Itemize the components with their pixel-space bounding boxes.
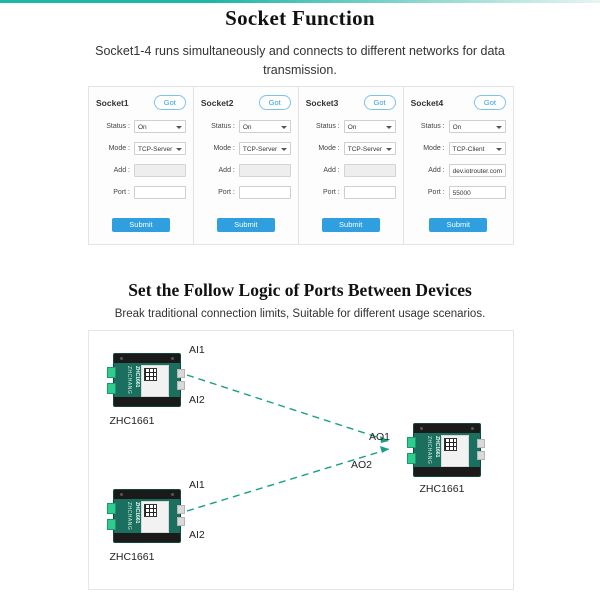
socket2-header [201,95,291,110]
socket4-port-label: Port : [427,189,445,196]
socket3-port-label: Port : [323,189,340,196]
socket1-submit-button[interactable]: Submit [112,218,170,232]
socket3-mode-label: Mode : [318,145,340,152]
terminal-icon [177,517,185,526]
socket2-submit-button[interactable]: Submit [217,218,275,232]
socket-list [89,87,513,244]
device-source-2-model: ZHC1661 [134,502,140,524]
device-source-1 [107,353,185,405]
screw-icon [420,427,423,430]
socket4-port-input[interactable]: 55000 [449,186,506,199]
socket2-add-row [201,162,291,179]
terminal-icon [107,367,116,378]
socket1-port-input[interactable] [134,186,186,199]
socket4-add-input[interactable]: dev.iotrouter.com [449,164,506,177]
socket4-add-label: Add : [428,167,445,174]
socket2-status-select[interactable]: On [239,120,291,133]
device-source-1-label: ZHC1661 [109,415,155,427]
socket1-add-input[interactable] [134,164,186,177]
socket1-mode-select[interactable]: TCP-Server [134,142,186,155]
socket2-add-input[interactable] [239,164,291,177]
socket2-status-label: Status : [211,123,235,130]
socket4-status-select[interactable]: On [449,120,506,133]
terminal-icon [407,453,416,464]
port-label-src2-ai2: AI2 [189,529,205,541]
terminal-icon [177,369,185,378]
device-destination-label: ZHC1661 [419,483,465,495]
socket2-port-input[interactable] [239,186,291,199]
socket1-status-select[interactable]: On [134,120,186,133]
qr-code-icon [444,438,457,451]
screw-icon [120,493,123,496]
socket2-mode-row [201,140,291,157]
qr-code-icon [144,368,157,381]
port-label-src1-ai1: AI1 [189,344,205,356]
screw-icon [120,357,123,360]
terminal-icon [177,505,185,514]
screw-icon [471,427,474,430]
socket2-mode-label: Mode : [213,145,235,152]
device-destination-body [413,423,481,477]
device-source-1-brand: ZHCHANG [126,366,132,395]
terminal-icon [477,451,485,460]
device-source-1-model: ZHC1661 [134,366,140,388]
socket1-got-button[interactable]: Got [154,95,186,110]
socket4-status-label: Status : [420,123,445,130]
socket3-port-row [306,184,396,201]
socket4-add-row [411,162,506,179]
socket1-add-label: Add : [113,167,130,174]
socket3-name: Socket3 [305,97,339,108]
socket4-got-button[interactable]: Got [474,95,506,110]
device-destination [407,423,485,475]
socket2-port-row [201,184,291,201]
device-topology-diagram [88,330,514,590]
screw-icon [171,357,174,360]
device-source-2-body [113,489,181,543]
socket-function-section [0,0,600,268]
section1-title: Socket Function [225,6,375,30]
port-label-src2-ai1: AI1 [189,479,205,491]
socket3-mode-select[interactable]: TCP-Server [344,142,396,155]
terminal-icon [407,437,416,448]
socket2-add-label: Add : [218,167,235,174]
socket-config-panel [88,86,514,245]
terminal-icon [107,383,116,394]
socket-card-3 [299,87,404,244]
socket3-header [306,95,396,110]
section1-subtitle: Socket1-4 runs simultaneously and connects to different networks for data transmission. [95,44,505,77]
socket2-mode-select[interactable]: TCP-Server [239,142,291,155]
socket-card-2 [194,87,299,244]
socket-card-4 [404,87,513,244]
socket4-mode-row [411,140,506,157]
socket4-header [411,95,506,110]
socket1-header [96,95,186,110]
section2-title: Set the Follow Logic of Ports Between Devices [128,280,472,300]
terminal-icon [107,519,116,530]
socket1-port-row [96,184,186,201]
terminal-icon [477,439,485,448]
socket1-add-row [96,162,186,179]
device-source-2 [107,489,185,541]
socket1-mode-label: Mode : [108,145,130,152]
device-destination-brand: ZHCHANG [426,436,432,465]
socket3-add-row [306,162,396,179]
qr-code-icon [144,504,157,517]
socket4-port-row [411,184,506,201]
socket3-mode-row [306,140,396,157]
socket3-got-button[interactable]: Got [364,95,396,110]
follow-logic-section [0,272,600,600]
socket4-mode-label: Mode : [423,145,445,152]
socket3-port-input[interactable] [344,186,396,199]
terminal-icon [107,503,116,514]
socket1-name: Socket1 [96,97,129,108]
device-source-2-label: ZHC1661 [109,551,155,563]
socket1-status-row [96,118,186,135]
device-destination-bottom-bar [414,467,480,476]
device-source-2-bottom-bar [114,533,180,542]
socket4-mode-select[interactable]: TCP-Client [449,142,506,155]
socket2-name: Socket2 [200,97,234,108]
port-label-dst-ao2: AO2 [351,459,373,471]
socket4-status-row [411,118,506,135]
socket1-status-label: Status : [106,123,130,130]
socket3-add-label: Add : [323,167,340,174]
socket2-status-row [201,118,291,135]
device-source-1-bottom-bar [114,397,180,406]
socket3-submit-button[interactable]: Submit [322,218,380,232]
socket2-port-label: Port : [218,189,235,196]
device-destination-model: ZHC1661 [434,436,440,458]
port-label-src1-ai2: AI2 [189,394,205,406]
device-source-2-brand: ZHCHANG [126,502,132,531]
socket3-status-row [306,118,396,135]
port-label-dst-ao1: AO1 [369,431,391,443]
socket-card-1 [89,87,194,244]
socket1-port-label: Port : [113,189,130,196]
socket4-submit-button[interactable]: Submit [429,218,487,232]
socket3-status-select[interactable]: On [344,120,396,133]
socket3-status-label: Status : [316,123,340,130]
terminal-icon [177,381,185,390]
screw-icon [171,493,174,496]
socket1-mode-row [96,140,186,157]
device-source-1-body [113,353,181,407]
socket2-got-button[interactable]: Got [259,95,291,110]
section2-subtitle: Break traditional connection limits, Suitable for different usage scenarios. [114,308,486,320]
socket3-add-input[interactable] [344,164,396,177]
socket4-name: Socket4 [410,97,444,108]
